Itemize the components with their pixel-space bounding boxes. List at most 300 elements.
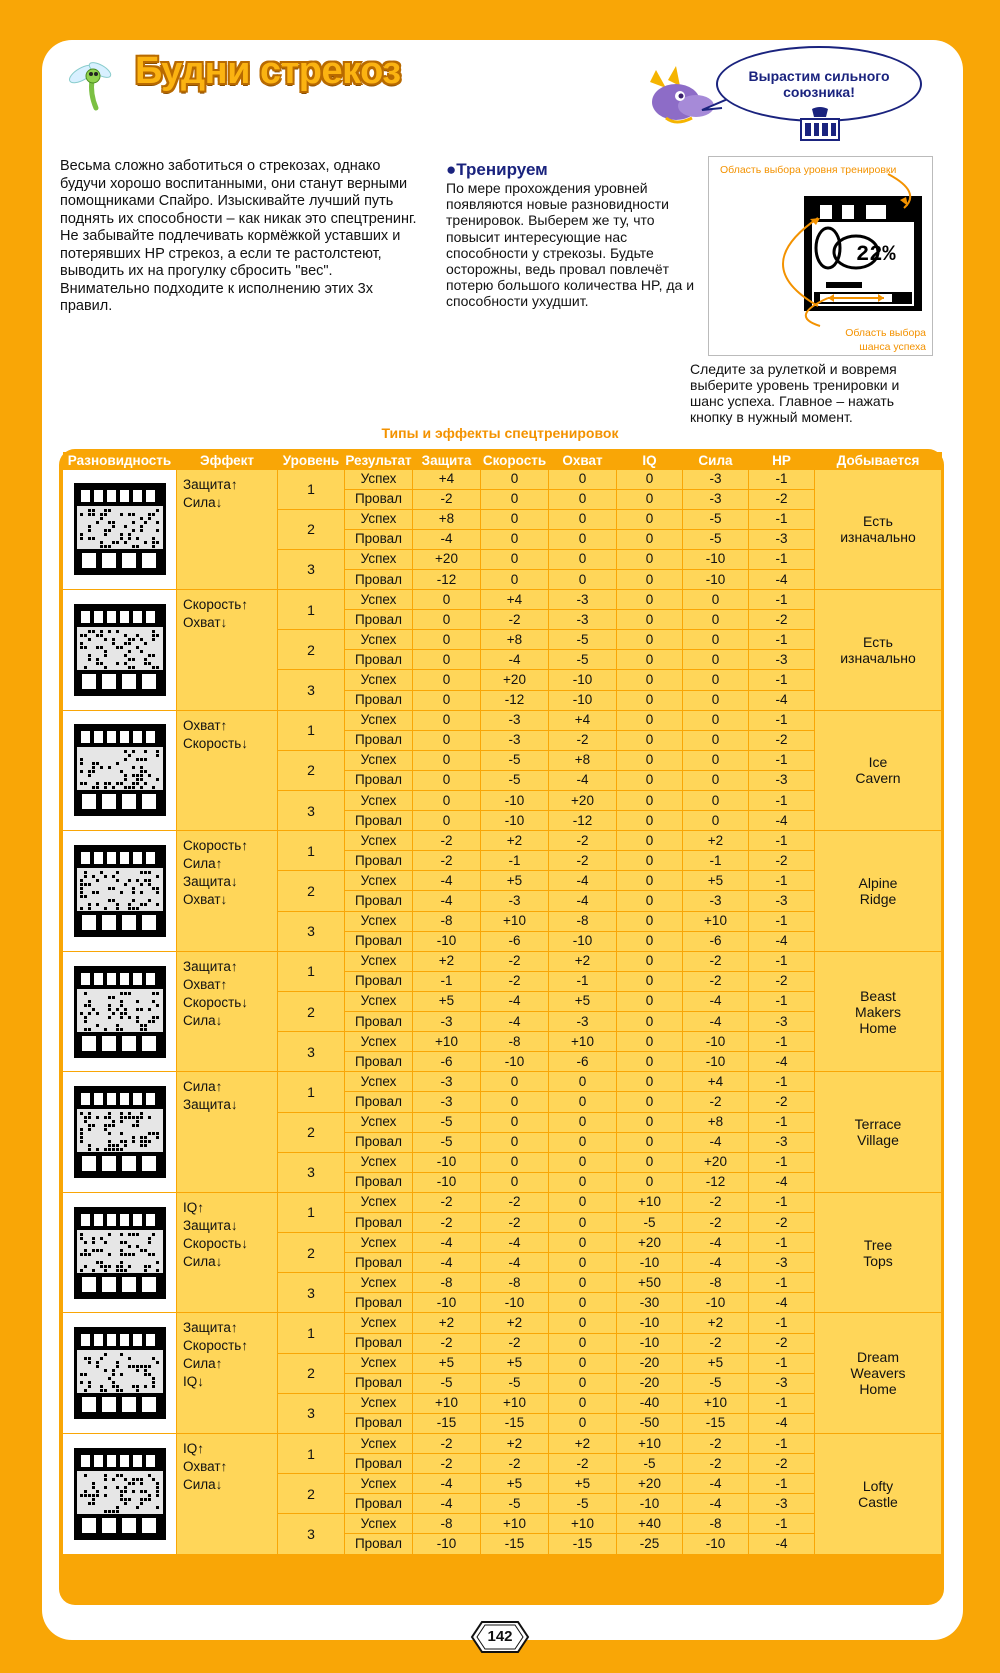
value-cell: -4 — [683, 991, 749, 1011]
training-type-icon — [63, 951, 177, 1072]
value-cell: -3 — [549, 610, 617, 630]
value-cell: -4 — [413, 871, 481, 891]
value-cell: -2 — [749, 610, 815, 630]
source-cell — [815, 1072, 942, 1193]
value-cell: 0 — [481, 529, 549, 549]
value-cell: +5 — [481, 871, 549, 891]
value-cell: -8 — [413, 1273, 481, 1293]
value-cell: -1 — [749, 1474, 815, 1494]
value-cell: -2 — [683, 1333, 749, 1353]
value-cell: 0 — [617, 710, 683, 730]
value-cell: 0 — [617, 1072, 683, 1092]
intro-paragraph: Весьма сложно заботиться о стрекозах, однако будучи хорошо воспитанными, они станут верными помощниками Спайро. Изыскивайте лучший путь поднять их способности – как никак это спецтренинг. Не забывайте подлечивать кормёжкой уставших и потерявших HP стрекоз, а если те растолстеют, выводить их на прогулку сбросить "вес". Внимательно подходите к исполнению этих 3х правил. — [60, 158, 417, 314]
value-cell: -2 — [549, 730, 617, 750]
result-cell: Успех — [345, 1152, 413, 1172]
value-cell: -4 — [683, 1253, 749, 1273]
value-cell: -1 — [749, 670, 815, 690]
level-cell: 2 — [278, 1474, 345, 1514]
value-cell: -2 — [413, 1192, 481, 1212]
value-cell: -6 — [413, 1052, 481, 1072]
value-cell: 0 — [683, 690, 749, 710]
value-cell: -4 — [749, 1293, 815, 1313]
value-cell: 0 — [683, 610, 749, 630]
value-cell: 0 — [617, 1012, 683, 1032]
value-cell: 0 — [617, 831, 683, 851]
value-cell: +40 — [617, 1514, 683, 1534]
value-cell: +10 — [549, 1032, 617, 1052]
value-cell: -2 — [683, 1212, 749, 1232]
pixel-screen-icon — [74, 483, 166, 575]
pixel-screen-icon — [74, 1086, 166, 1178]
level-cell: 3 — [278, 791, 345, 831]
pixel-screen-icon — [74, 1207, 166, 1299]
result-cell: Провал — [345, 1413, 413, 1433]
table-row — [63, 1192, 942, 1212]
value-cell: -3 — [749, 891, 815, 911]
result-cell: Провал — [345, 1212, 413, 1232]
value-cell: +4 — [413, 469, 481, 489]
header-cell: Скорость — [481, 452, 549, 469]
result-cell: Провал — [345, 730, 413, 750]
value-cell: -1 — [749, 1152, 815, 1172]
value-cell: -10 — [549, 931, 617, 951]
value-cell: -4 — [749, 1413, 815, 1433]
value-cell: -2 — [413, 851, 481, 871]
value-cell: -2 — [549, 1454, 617, 1474]
effect-line: Сила↓ — [183, 1012, 223, 1028]
value-cell: +2 — [413, 951, 481, 971]
result-cell: Успех — [345, 1273, 413, 1293]
value-cell: 0 — [683, 650, 749, 670]
value-cell: 0 — [549, 1313, 617, 1333]
value-cell: -10 — [481, 1293, 549, 1313]
value-cell: 0 — [683, 730, 749, 750]
value-cell: 0 — [617, 690, 683, 710]
training-type-icon — [63, 1313, 177, 1434]
result-cell: Успех — [345, 590, 413, 610]
pixel-screen-icon — [74, 1448, 166, 1540]
value-cell: -1 — [749, 871, 815, 891]
value-cell: -2 — [413, 831, 481, 851]
value-cell: -6 — [683, 931, 749, 951]
value-cell: +10 — [481, 1514, 549, 1534]
value-cell: -1 — [749, 1233, 815, 1253]
level-cell: 3 — [278, 549, 345, 589]
effect-line: Охват↓ — [183, 892, 228, 908]
value-cell: 0 — [413, 630, 481, 650]
source-cell — [815, 469, 942, 590]
source-line: Lofty — [862, 1477, 894, 1494]
value-cell: 0 — [481, 1132, 549, 1152]
value-cell: -5 — [683, 509, 749, 529]
result-cell: Провал — [345, 1494, 413, 1514]
source-line: изначально — [840, 649, 916, 666]
value-cell: +5 — [549, 1474, 617, 1494]
source-line: Tree — [863, 1236, 893, 1253]
value-cell: 0 — [413, 610, 481, 630]
value-cell: -5 — [413, 1373, 481, 1393]
source-line: Ridge — [859, 890, 897, 907]
value-cell: 0 — [413, 750, 481, 770]
result-cell: Успех — [345, 791, 413, 811]
value-cell: 0 — [549, 1132, 617, 1152]
header-cell: Охват — [549, 452, 617, 469]
value-cell: -5 — [413, 1112, 481, 1132]
value-cell: 0 — [549, 1273, 617, 1293]
value-cell: 0 — [549, 1233, 617, 1253]
value-cell: -4 — [749, 690, 815, 710]
value-cell: -3 — [549, 590, 617, 610]
screen-caption-top: Область выбора уровня тренировки — [720, 164, 897, 176]
value-cell: -10 — [481, 1052, 549, 1072]
value-cell: 0 — [549, 529, 617, 549]
level-cell: 1 — [278, 951, 345, 991]
value-cell: -3 — [683, 891, 749, 911]
effect-line: Сила↓ — [183, 1253, 223, 1269]
value-cell: +20 — [617, 1474, 683, 1494]
value-cell: -10 — [413, 1172, 481, 1192]
value-cell: +10 — [549, 1514, 617, 1534]
value-cell: -2 — [749, 851, 815, 871]
value-cell: 0 — [683, 791, 749, 811]
result-cell: Провал — [345, 891, 413, 911]
value-cell: -1 — [749, 1434, 815, 1454]
value-cell: -2 — [749, 1333, 815, 1353]
level-cell: 2 — [278, 1112, 345, 1152]
value-cell: -6 — [549, 1052, 617, 1072]
value-cell: -8 — [481, 1273, 549, 1293]
level-cell: 1 — [278, 1072, 345, 1112]
value-cell: -5 — [481, 770, 549, 790]
value-cell: -10 — [683, 1534, 749, 1554]
result-cell: Успех — [345, 831, 413, 851]
value-cell: -10 — [683, 1293, 749, 1313]
level-cell: 2 — [278, 991, 345, 1031]
value-cell: +8 — [683, 1112, 749, 1132]
value-cell: +20 — [549, 791, 617, 811]
value-cell: 0 — [617, 650, 683, 670]
table-row — [63, 831, 942, 851]
value-cell: +2 — [413, 1313, 481, 1333]
dragonfly-mascot-icon — [62, 52, 124, 114]
value-cell: -5 — [413, 1132, 481, 1152]
value-cell: 0 — [549, 1353, 617, 1373]
value-cell: 0 — [683, 811, 749, 831]
result-cell: Провал — [345, 1172, 413, 1192]
pixel-screen-icon — [74, 604, 166, 696]
value-cell: 0 — [617, 569, 683, 589]
effect-line: Защита↓ — [183, 874, 238, 890]
value-cell: -1 — [749, 911, 815, 931]
effect-line: Скорость↓ — [183, 1235, 249, 1251]
result-cell: Провал — [345, 1012, 413, 1032]
result-cell: Успех — [345, 549, 413, 569]
source-line: Cavern — [855, 770, 901, 787]
value-cell: -4 — [749, 1172, 815, 1192]
value-cell: -5 — [683, 1373, 749, 1393]
value-cell: +20 — [413, 549, 481, 569]
source-line: Weavers — [850, 1365, 906, 1382]
value-cell: 0 — [413, 730, 481, 750]
level-cell: 3 — [278, 911, 345, 951]
value-cell: -1 — [749, 630, 815, 650]
value-cell: -4 — [549, 871, 617, 891]
value-cell: -3 — [683, 489, 749, 509]
value-cell: -15 — [481, 1413, 549, 1433]
value-cell: 0 — [413, 590, 481, 610]
effect-line: Скорость↓ — [183, 994, 249, 1010]
value-cell: -2 — [683, 1092, 749, 1112]
value-cell: -8 — [413, 911, 481, 931]
result-cell: Провал — [345, 1052, 413, 1072]
spyro-mascot-icon — [636, 60, 720, 130]
source-line: изначально — [840, 529, 916, 546]
value-cell: -8 — [549, 911, 617, 931]
effect-line: Скорость↓ — [183, 735, 249, 751]
value-cell: +5 — [549, 991, 617, 1011]
value-cell: +10 — [683, 911, 749, 931]
source-cell — [815, 951, 942, 1072]
value-cell: +4 — [481, 590, 549, 610]
value-cell: -10 — [481, 791, 549, 811]
value-cell: +10 — [481, 911, 549, 931]
value-cell: -40 — [617, 1393, 683, 1413]
value-cell: 0 — [617, 1092, 683, 1112]
value-cell: -10 — [683, 1032, 749, 1052]
effect-line: Скорость↑ — [183, 1338, 249, 1354]
page-number-badge — [470, 1620, 530, 1654]
value-cell: +10 — [683, 1393, 749, 1413]
pixel-screen-icon — [74, 724, 166, 816]
value-cell: -10 — [683, 549, 749, 569]
value-cell: -4 — [683, 1132, 749, 1152]
effect-cell — [177, 469, 278, 590]
screen-caption-bottom: Область выбора шанса успеха — [845, 327, 926, 353]
level-cell: 2 — [278, 509, 345, 549]
value-cell: -1 — [749, 1514, 815, 1534]
source-line: Castle — [858, 1493, 898, 1510]
value-cell: -3 — [749, 770, 815, 790]
value-cell: -3 — [413, 1072, 481, 1092]
value-cell: -2 — [683, 971, 749, 991]
value-cell: 0 — [481, 1112, 549, 1132]
result-cell: Успех — [345, 1192, 413, 1212]
screen-note: Следите за рулеткой и вовремя выберите уровень тренировки и шанс успеха. Главное – нажать кнопку в нужный момент. — [690, 361, 900, 425]
value-cell: -10 — [617, 1494, 683, 1514]
table-row — [63, 1313, 942, 1333]
value-cell: -10 — [413, 931, 481, 951]
value-cell: +20 — [617, 1233, 683, 1253]
value-cell: 0 — [617, 509, 683, 529]
value-cell: -5 — [481, 750, 549, 770]
value-cell: -1 — [749, 750, 815, 770]
value-cell: -50 — [617, 1413, 683, 1433]
effect-line: Скорость↑ — [183, 838, 249, 854]
value-cell: 0 — [481, 569, 549, 589]
value-cell: -2 — [683, 1454, 749, 1474]
value-cell: -2 — [683, 1434, 749, 1454]
value-cell: 0 — [413, 770, 481, 790]
level-cell: 1 — [278, 1434, 345, 1474]
value-cell: 0 — [549, 1413, 617, 1433]
value-cell: -1 — [749, 1032, 815, 1052]
game-logo-icon — [800, 105, 840, 141]
source-line: Tops — [863, 1252, 893, 1269]
value-cell: 0 — [549, 1293, 617, 1313]
value-cell: -3 — [749, 1373, 815, 1393]
value-cell: 0 — [617, 489, 683, 509]
effect-line: Сила↑ — [183, 1356, 223, 1372]
value-cell: -1 — [749, 1353, 815, 1373]
header-cell: Сила — [683, 452, 749, 469]
value-cell: -4 — [549, 891, 617, 911]
value-cell: +10 — [413, 1393, 481, 1413]
value-cell: 0 — [617, 851, 683, 871]
value-cell: 0 — [617, 1052, 683, 1072]
value-cell: +5 — [413, 991, 481, 1011]
training-heading: ●Тренируем — [446, 160, 548, 179]
value-cell: +4 — [549, 710, 617, 730]
value-cell: 0 — [549, 1072, 617, 1092]
result-cell: Провал — [345, 569, 413, 589]
value-cell: -3 — [683, 469, 749, 489]
result-cell: Успех — [345, 1112, 413, 1132]
value-cell: -1 — [683, 851, 749, 871]
value-cell: 0 — [549, 1192, 617, 1212]
effect-line: Защита↑ — [183, 1320, 238, 1336]
value-cell: -4 — [481, 650, 549, 670]
value-cell: 0 — [617, 610, 683, 630]
value-cell: 0 — [481, 549, 549, 569]
value-cell: -1 — [749, 991, 815, 1011]
value-cell: 0 — [617, 750, 683, 770]
effect-line: Защита↑ — [183, 476, 238, 492]
value-cell: -4 — [749, 1534, 815, 1554]
value-cell: -2 — [413, 1434, 481, 1454]
value-cell: +2 — [683, 1313, 749, 1333]
value-cell: -1 — [749, 710, 815, 730]
result-cell: Успех — [345, 1514, 413, 1534]
value-cell: 0 — [617, 670, 683, 690]
effect-line: Скорость↑ — [183, 597, 249, 613]
training-type-icon — [63, 590, 177, 711]
value-cell: +5 — [683, 871, 749, 891]
header-cell: Защита — [413, 452, 481, 469]
value-cell: -5 — [481, 1373, 549, 1393]
value-cell: -2 — [481, 1212, 549, 1232]
value-cell: 0 — [617, 630, 683, 650]
value-cell: 0 — [683, 630, 749, 650]
value-cell: -15 — [549, 1534, 617, 1554]
level-cell: 2 — [278, 1353, 345, 1393]
result-cell: Успех — [345, 750, 413, 770]
level-cell: 3 — [278, 1273, 345, 1313]
value-cell: -2 — [749, 730, 815, 750]
value-cell: 0 — [549, 1373, 617, 1393]
value-cell: -1 — [749, 1112, 815, 1132]
value-cell: -15 — [413, 1413, 481, 1433]
value-cell: 0 — [617, 971, 683, 991]
source-line: Village — [857, 1132, 899, 1149]
value-cell: +8 — [549, 750, 617, 770]
value-cell: +50 — [617, 1273, 683, 1293]
value-cell: -2 — [749, 489, 815, 509]
value-cell: -4 — [413, 529, 481, 549]
effect-line: Охват↑ — [183, 976, 228, 992]
source-cell — [815, 1434, 942, 1555]
value-cell: +2 — [549, 951, 617, 971]
effect-line: IQ↑ — [183, 1199, 205, 1215]
header-cell: Разновидность — [63, 452, 177, 469]
value-cell: 0 — [549, 509, 617, 529]
value-cell: -2 — [481, 971, 549, 991]
table-row — [63, 1434, 942, 1454]
value-cell: -3 — [749, 1494, 815, 1514]
value-cell: -4 — [683, 1474, 749, 1494]
result-cell: Провал — [345, 690, 413, 710]
value-cell: -1 — [749, 1393, 815, 1413]
value-cell: -3 — [749, 529, 815, 549]
effect-line: Охват↓ — [183, 615, 228, 631]
value-cell: +5 — [481, 1353, 549, 1373]
value-cell: -4 — [481, 1233, 549, 1253]
result-cell: Успех — [345, 1474, 413, 1494]
value-cell: 0 — [549, 1172, 617, 1192]
value-cell: -10 — [481, 811, 549, 831]
training-type-icon — [63, 710, 177, 831]
value-cell: +20 — [683, 1152, 749, 1172]
level-cell: 2 — [278, 750, 345, 790]
training-type-icon — [63, 469, 177, 590]
value-cell: -2 — [413, 1212, 481, 1232]
value-cell: 0 — [617, 730, 683, 750]
result-cell: Успех — [345, 469, 413, 489]
value-cell: -3 — [749, 1012, 815, 1032]
result-cell: Успех — [345, 1434, 413, 1454]
value-cell: +2 — [481, 1313, 549, 1333]
value-cell: 0 — [617, 891, 683, 911]
value-cell: -2 — [549, 831, 617, 851]
value-cell: -8 — [683, 1273, 749, 1293]
value-cell: +5 — [683, 1353, 749, 1373]
table-header-row — [63, 452, 942, 469]
value-cell: +10 — [617, 1192, 683, 1212]
value-cell: -1 — [549, 971, 617, 991]
value-cell: -5 — [549, 650, 617, 670]
value-cell: -5 — [683, 529, 749, 549]
result-cell: Провал — [345, 650, 413, 670]
effect-line: IQ↑ — [183, 1441, 205, 1456]
value-cell: -4 — [481, 1253, 549, 1273]
value-cell: 0 — [481, 1172, 549, 1192]
value-cell: -4 — [683, 1494, 749, 1514]
pixel-screen-icon — [74, 1327, 166, 1419]
value-cell: 0 — [617, 529, 683, 549]
effect-line: Сила↓ — [183, 494, 223, 510]
value-cell: +10 — [481, 1393, 549, 1413]
value-cell: 0 — [617, 1172, 683, 1192]
page-number: 142 — [487, 1628, 513, 1645]
result-cell: Успех — [345, 1032, 413, 1052]
value-cell: -10 — [617, 1333, 683, 1353]
result-cell: Провал — [345, 1132, 413, 1152]
value-cell: -4 — [683, 1233, 749, 1253]
value-cell: 0 — [549, 469, 617, 489]
effect-line: Охват↑ — [183, 1459, 228, 1474]
header-cell: HP — [749, 452, 815, 469]
value-cell: 0 — [413, 811, 481, 831]
value-cell: -10 — [549, 670, 617, 690]
